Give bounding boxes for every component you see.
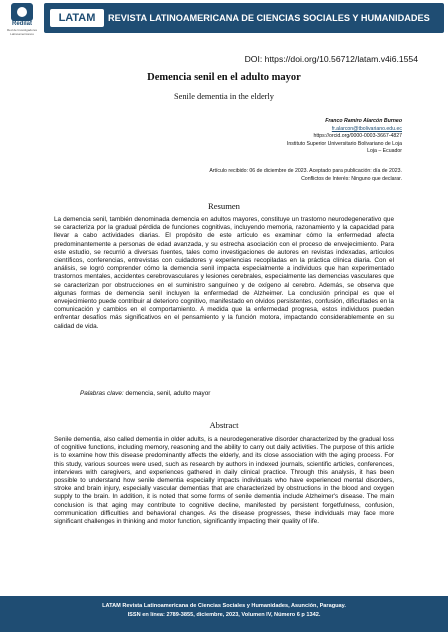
- journal-footer: [0, 596, 448, 632]
- author-orcid[interactable]: https://orcid.org/0000-0003-3667-4827: [313, 133, 402, 139]
- redilat-logo-subtitle: Red de Investigadores Latinoamericanos: [6, 28, 38, 36]
- doi-link[interactable]: DOI: https://doi.org/10.56712/latam.v4i6.1554: [244, 54, 418, 64]
- article-title-english: Senile dementia in the elderly: [173, 92, 274, 101]
- journal-header: [0, 0, 448, 40]
- author-block: [287, 118, 402, 156]
- received-accepted-dates: Artículo recibido: 06 de diciembre de 2023. Aceptado para publicación: día de 2023.: [209, 168, 402, 174]
- keywords-label: Palabras clave:: [80, 390, 124, 397]
- author-name: Franco Ramiro Alarcón Burneo: [325, 118, 402, 124]
- redilat-logo-name: Redilat: [11, 21, 32, 27]
- keywords-values: demencia, senil, adulto mayor: [125, 390, 211, 397]
- author-email[interactable]: fr.alarcon@tbolivariano.edu.ec: [331, 125, 402, 132]
- redilat-logo-icon: [11, 3, 33, 21]
- resumen-heading: Resumen: [208, 201, 240, 211]
- footer-issn-line: ISSN en línea: 2789-3855, diciembre, 2023, Volumen IV, Número 6 p 1342.: [127, 612, 321, 618]
- author-location: Loja – Ecuador: [367, 148, 402, 154]
- journal-title-band: [44, 3, 444, 33]
- keywords-line: [80, 390, 210, 397]
- latam-badge: LATAM: [50, 9, 104, 27]
- article-title-spanish: Demencia senil en el adulto mayor: [147, 72, 301, 83]
- redilat-logo: [4, 3, 40, 37]
- journal-title: REVISTA LATINOAMERICANA DE CIENCIAS SOCIALES Y HUMANIDADES: [108, 13, 430, 23]
- abstract-heading: Abstract: [209, 420, 239, 430]
- footer-journal-line: LATAM Revista Latinoamericana de Ciencias Sociales y Humanidades, Asunción, Paraguay.: [102, 603, 346, 609]
- resumen-text: La demencia senil, también denominada demencia en adultos mayores, constituye un trastorno neurodegenerativo que se caracteriza por la gradual pérdida de funciones cognitivas, incluyendo memoria, razonamiento y la capacidad para llevar a cabo actividades diarias. El propósito de este artículo es examinar cómo la enfermedad afecta predominantemente a personas de edad avanzada, y su estrecha asociación con el proceso de envejecimiento. Para este estudio, se recurrió a diversas fuentes, tales como investigaciones de autores en revistas indexadas, artículos científicos, conferencias, entrevistas con cuidadores y experiencias recopiladas en la práctica clínica diaria. Con el análisis, se logró comprender cómo la demencia senil impacta especialmente a individuos que han experimentado trastornos mentales, accidentes cerebrovasculares y lesiones cerebrales, especialmente las demencias vasculares que se caracterizan por obstrucciones en el suministro sanguíneo y de oxígeno al cerebro. Además, se observa que algunas formas de demencia senil incluyen la enfermedad de Alzheimer. La conclusión principal es que el envejecimiento puede contribuir al deterioro cognitivo, manifestado en olvidos persistentes, confusión, dificultades en la comunicación y cambios en el comportamiento. A medida que la enfermedad progresa, estos individuos pueden enfrentar desafíos más significativos en el pensamiento y la función motora, impactando considerablemente en su calidad de vida.: [54, 216, 394, 330]
- article-dates: [102, 168, 402, 183]
- conflicts-of-interest: Conflictos de Interés: Ninguno que declarar.: [301, 175, 402, 182]
- abstract-text: Senile dementia, also called dementia in older adults, is a neurodegenerative disorder characterized by the gradual loss of cognitive functions, including memory, reasoning and the ability to carry out daily activities. The purpose of this article is to examine how this disease predominantly affects the elderly, and its close association with the aging process. For this study, various sources were used, such as research by authors in indexed journals, scientific articles, conferences, interviews with caregivers, and experiences gathered in daily clinical practice. Through this analysis, it has been possible to understand how senile dementia especially impacts individuals who have experienced mental disorders, stroke and brain injury, especially vascular dementias that are characterized by obstructions in the blood and oxygen supply to the brain. In addition, it is noted that some forms of senile dementia include Alzheimer's disease. The main conclusion is that aging may contribute to cognitive decline, manifested by persistent forgetfulness, confusion, communication difficulties and behavioral changes. As the disease progresses, these individuals may face more significant challenges in thinking and motor function, significantly impacting their quality of life.: [54, 436, 394, 526]
- author-institution: Instituto Superior Universitario Bolivariano de Loja: [286, 140, 402, 147]
